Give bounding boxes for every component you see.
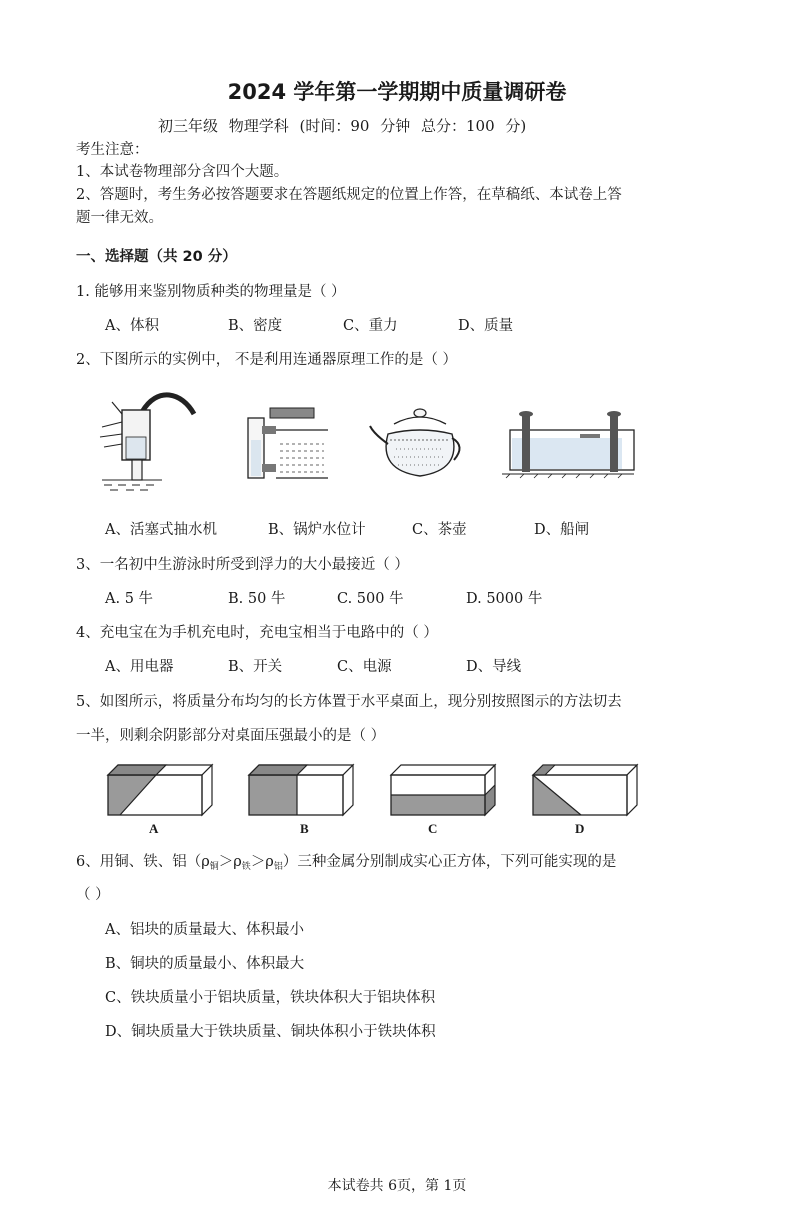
cut-block-figure-b bbox=[249, 763, 355, 817]
question-5-stem-line-2: 一半，则剩余阴影部分对桌面压强最小的是（ ） bbox=[76, 728, 386, 744]
exam-subtitle: 初三年级 物理学科 (时间：90 分钟 总分：100 分) bbox=[158, 117, 527, 135]
q4-option-d: D、导线 bbox=[466, 659, 522, 675]
q1-option-d: D、质量 bbox=[458, 318, 514, 334]
teapot-figure bbox=[366, 404, 466, 480]
piston-pump-figure bbox=[82, 392, 202, 496]
page-title: 2024 学年第一学期期中质量调研卷 bbox=[227, 80, 567, 104]
q2-option-d: D、船闸 bbox=[534, 522, 590, 538]
page-footer: 本试卷共 6页，第 1页 bbox=[327, 1178, 467, 1194]
q6-option-b: B、铜块的质量最小、体积最大 bbox=[105, 956, 305, 972]
section-heading: 一、选择题（共 20 分） bbox=[76, 249, 237, 265]
q2-option-b: B、锅炉水位计 bbox=[268, 522, 366, 538]
question-6-paren: （ ） bbox=[76, 887, 110, 903]
q4-option-c: C、电源 bbox=[337, 659, 392, 675]
q1-option-a: A、体积 bbox=[105, 318, 159, 334]
q3-option-d: D. 5000 牛 bbox=[466, 591, 543, 607]
notice-line-2b: 题一律无效。 bbox=[76, 210, 163, 226]
q6-option-d: D、铜块质量大于铁块质量、铜块体积小于铁块体积 bbox=[105, 1024, 436, 1040]
q1-option-c: C、重力 bbox=[343, 318, 398, 334]
question-5-stem-line-1: 5、如图所示，将质量分布均匀的长方体置于水平桌面上，现分别按照图示的方法切去 bbox=[76, 694, 622, 710]
q1-option-b: B、密度 bbox=[228, 318, 283, 334]
cut-block-figure-d bbox=[533, 763, 639, 817]
question-6-stem: 6、用铜、铁、铝$(\rho_铜>\rho_铁>\rho_铝)$三种金属分别制成实心正方体，下列可能实现的是 bbox=[76, 854, 617, 872]
cut-block-figure-c bbox=[391, 763, 497, 817]
cut-block-figure-a bbox=[108, 763, 214, 817]
notice-heading: 考生注意： bbox=[76, 142, 149, 158]
figure-label-c: C bbox=[428, 821, 438, 836]
q3-option-c: C. 500 牛 bbox=[337, 591, 404, 607]
q6-option-c: C、铁块质量小于铝块质量，铁块体积大于铝块体积 bbox=[105, 990, 436, 1006]
question-3-stem: 3、一名初中生游泳时所受到浮力的大小最接近（ ） bbox=[76, 557, 409, 573]
boiler-gauge-figure bbox=[240, 404, 330, 482]
notice-line-2a: 2、答题时，考生务必按答题要求在答题纸规定的位置上作答，在草稿纸、本试卷上答 bbox=[76, 187, 622, 203]
figure-label-d: D bbox=[575, 821, 585, 836]
q3-option-a: A. 5 牛 bbox=[105, 591, 154, 607]
q4-option-a: A、用电器 bbox=[105, 659, 174, 675]
notice-line-1: 1、本试卷物理部分含四个大题。 bbox=[76, 164, 289, 180]
q2-option-c: C、茶壶 bbox=[412, 522, 467, 538]
figure-label-b: B bbox=[300, 821, 309, 836]
q4-option-b: B、开关 bbox=[228, 659, 283, 675]
question-1-stem: 1. 能够用来鉴别物质种类的物理量是（ ） bbox=[76, 284, 346, 300]
q6-option-a: A、铝块的质量最大、体积最小 bbox=[105, 922, 304, 938]
question-4-stem: 4、充电宝在为手机充电时，充电宝相当于电路中的（ ） bbox=[76, 625, 438, 641]
q3-option-b: B. 50 牛 bbox=[228, 591, 286, 607]
question-2-stem: 2、下图所示的实例中， 不是利用连通器原理工作的是（ ） bbox=[76, 352, 457, 368]
ship-lock-figure bbox=[500, 408, 640, 482]
q2-option-a: A、活塞式抽水机 bbox=[105, 522, 217, 538]
figure-label-a: A bbox=[149, 821, 159, 836]
